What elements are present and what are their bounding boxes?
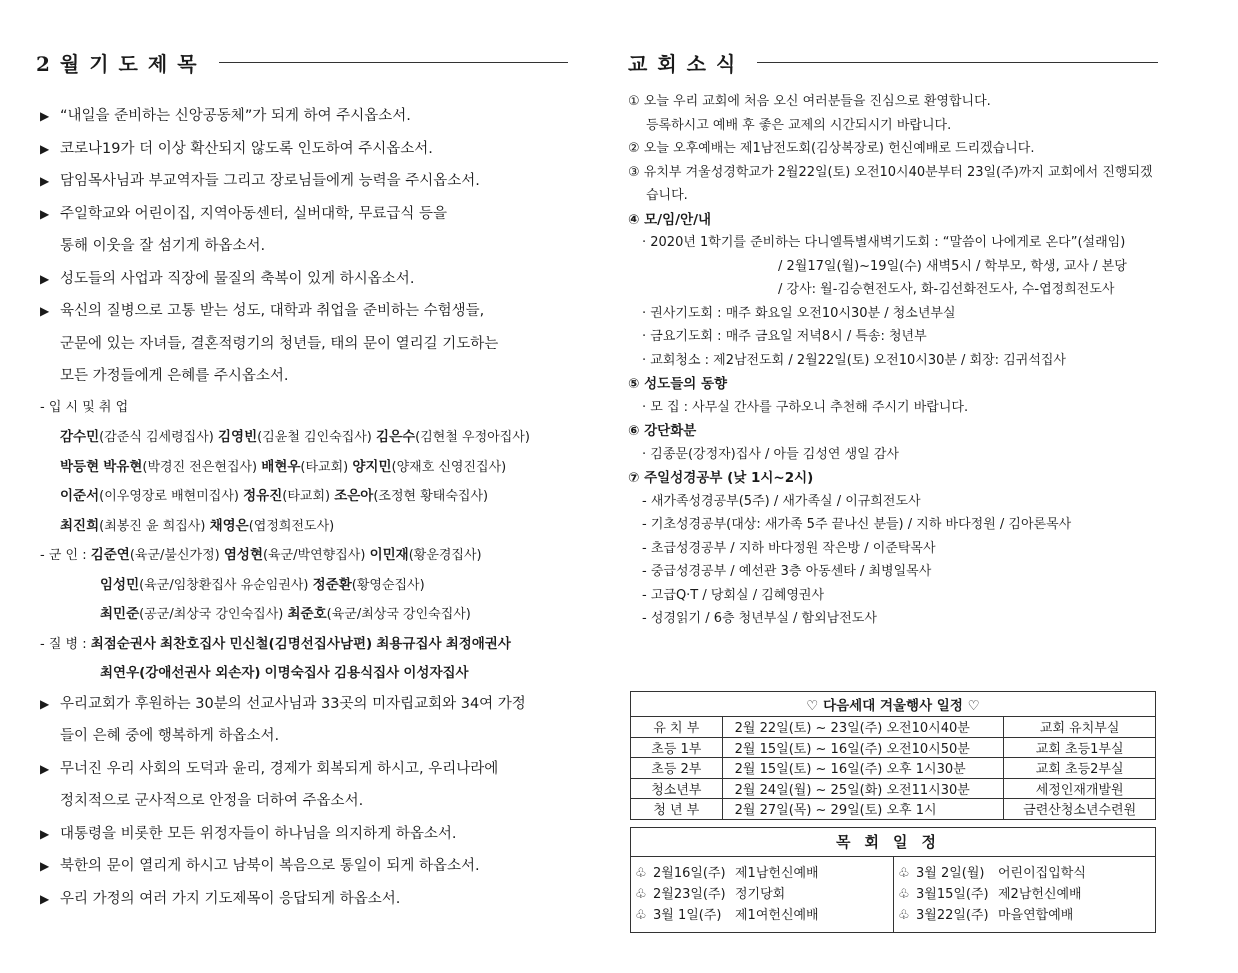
news-line: · 교회청소 : 제2남전도회 / 2월22일(토) 오전10시30분 / 회장: 김귀석집사 xyxy=(642,352,1066,368)
news-line: · 모 집 : 사무실 간사를 구하오니 추천해 주시기 바랍니다. xyxy=(642,399,969,415)
person-name: 염성현 xyxy=(223,547,263,563)
news-line: ① 오늘 우리 교회에 처음 오신 여러분들을 진심으로 환영합니다. xyxy=(628,94,991,109)
person-parents: (양재호 신영진집사) xyxy=(391,459,507,475)
person-parents: (육군/박연향집사) xyxy=(262,548,366,563)
person-name: 채영은 xyxy=(209,517,249,534)
event-department: 유 치 부 xyxy=(631,717,723,738)
event-place: 금련산청소년수련원 xyxy=(1004,799,1156,820)
news-line: · 2020년 1학기를 준비하는 다니엘특별새벽기도회 : “말씀이 나에게로 온다”(설래임) xyxy=(642,235,1126,250)
person-parents: (최봉진 윤 희집사) xyxy=(99,518,206,534)
clover-icon: ♧ xyxy=(898,908,910,923)
table-row xyxy=(631,717,1156,738)
news-line: 습니다. xyxy=(646,188,688,203)
person-name: 최연우(강애선권사 외손자) xyxy=(100,665,261,681)
name-row xyxy=(40,603,568,633)
event-department: 초등 2부 xyxy=(631,758,723,779)
header-rule xyxy=(219,62,568,63)
triangle-bullet-icon: ▶ xyxy=(40,304,50,318)
schedule-event: 마을연합예배 xyxy=(998,908,1074,923)
person-parents: (이우영장로 배현미집사) xyxy=(99,489,239,504)
name-row xyxy=(40,574,568,604)
schedule-date: 3월22일(주) xyxy=(916,908,989,923)
prayer-text: 모든 가정들에게 은혜를 주시옵소서. xyxy=(60,368,289,384)
prayer-item xyxy=(40,757,568,790)
person-name: 정유진 xyxy=(243,488,283,504)
schedule-event: 어린이집입학식 xyxy=(998,866,1086,881)
prayer-text: 성도들의 사업과 직장에 물질의 축복이 있게 하시옵소서. xyxy=(60,270,415,287)
name-row xyxy=(40,515,568,545)
news-line: · 권사기도회 : 매주 화요일 오전10시30분 / 청소년부실 xyxy=(642,305,956,321)
schedule-event: 제1여헌신예배 xyxy=(735,908,819,923)
person-parents: (황운경집사) xyxy=(408,548,482,563)
category-label: - 질 병 : xyxy=(40,636,91,652)
news-line: ④ 모/임/안/내 xyxy=(628,211,712,228)
category-label: - 입 시 및 취 업 xyxy=(40,399,129,415)
person-name: 최민준 xyxy=(100,606,140,622)
table-row xyxy=(631,758,1156,779)
news-header xyxy=(628,48,1158,77)
person-parents: (박경진 전은현집사) xyxy=(142,459,258,475)
person-parents: (엽정희전도사) xyxy=(248,518,335,534)
person-name: 최찬호집사 xyxy=(160,635,226,652)
triangle-bullet-icon: ▶ xyxy=(40,271,50,286)
name-row xyxy=(40,456,568,486)
prayer-item xyxy=(40,202,568,235)
person-name: 배현우 xyxy=(261,458,301,475)
person-name: 박등현 xyxy=(60,458,100,475)
pastor-schedule-right xyxy=(893,857,1155,932)
news-line: / 강사: 월-김승현전도사, 화-김선화전도사, 수-엽정희전도사 xyxy=(778,282,1115,297)
prayer-item xyxy=(40,854,568,887)
triangle-bullet-icon: ▶ xyxy=(40,174,50,188)
prayer-item xyxy=(40,724,568,757)
triangle-bullet-icon: ▶ xyxy=(40,141,50,156)
event-place: 교회 유치부실 xyxy=(1004,717,1156,738)
schedule-item xyxy=(898,905,1155,926)
winter-events-table xyxy=(630,691,1156,820)
person-name: 박유현 xyxy=(103,458,143,475)
news-line: - 기초성경공부(대상: 새가족 5주 끝나신 분들) / 지하 바다정원 / 김아론목사 xyxy=(642,517,1072,532)
winter-events-title: ♡ 다음세대 겨울행사 일정 ♡ xyxy=(631,692,1156,717)
schedule-item xyxy=(898,884,1155,905)
prayer-text: 무너진 우리 사회의 도덕과 윤리, 경제가 회복되게 하시고, 우리나라에 xyxy=(60,760,499,777)
prayer-item xyxy=(40,234,568,267)
news-line: ⑦ 주일성경공부 (낮 1시~2시) xyxy=(628,470,814,486)
news-line: ② 오늘 오후예배는 제1남전도회(김상복장로) 헌신예배로 드리겠습니다. xyxy=(628,141,1035,156)
person-name: 김영빈 xyxy=(218,429,258,445)
prayer-text: 군문에 있는 자녀들, 결혼적령기의 청년들, 태의 문이 열리길 기도하는 xyxy=(60,335,499,352)
person-name: 임성민 xyxy=(100,576,140,593)
triangle-bullet-icon: ▶ xyxy=(40,206,50,221)
prayer-text: 담임목사님과 부교역자들 그리고 장로님들에게 능력을 주시옵소서. xyxy=(60,173,480,189)
pastor-schedule-title: 목회일정 xyxy=(631,828,1155,857)
schedule-date: 3월15일(주) xyxy=(916,887,989,902)
person-name: 이성자집사 xyxy=(403,665,469,681)
person-name: 최용규집사 xyxy=(376,635,442,652)
clover-icon: ♧ xyxy=(898,887,910,902)
person-parents: (김현철 우정아집사) xyxy=(415,430,530,445)
person-name: 김은수 xyxy=(376,429,416,445)
name-row xyxy=(40,544,568,574)
event-department: 초등 1부 xyxy=(631,737,723,758)
clover-icon: ♧ xyxy=(635,908,647,923)
prayer-text: 우리 가정의 여러 가지 기도제목이 응답되게 하옵소서. xyxy=(60,890,401,907)
table-row xyxy=(631,799,1156,820)
schedule-date: 2월23일(주) xyxy=(653,887,726,902)
news-line: / 2월17일(월)~19일(수) 새벽5시 / 학부모, 학생, 교사 / 본당 xyxy=(778,258,1127,274)
prayer-text: 정치적으로 군사적으로 안정을 더하여 주옵소서. xyxy=(60,793,364,809)
prayer-text: 들이 은혜 중에 행복하게 하옵소서. xyxy=(60,728,280,744)
clover-icon: ♧ xyxy=(635,866,647,881)
person-name: 감수민 xyxy=(60,429,100,445)
event-place: 교회 초등2부실 xyxy=(1004,758,1156,779)
triangle-bullet-icon: ▶ xyxy=(40,109,50,123)
news-line: · 김종문(강정자)집사 / 아들 김성연 생일 감사 xyxy=(642,446,899,462)
prayer-item xyxy=(40,822,568,855)
triangle-bullet-icon: ▶ xyxy=(40,761,50,776)
person-parents: (타교회) xyxy=(282,489,331,504)
schedule-date: 3월 1일(주) xyxy=(653,908,722,923)
event-department: 청소년부 xyxy=(631,778,723,799)
prayer-item xyxy=(40,332,568,365)
schedule-date: 2월16일(주) xyxy=(653,866,726,881)
name-row xyxy=(40,633,568,663)
event-date: 2월 27일(목) ~ 29일(토) 오후 1시 xyxy=(722,799,1004,820)
news-line: 등록하시고 예배 후 좋은 교제의 시간되시기 바랍니다. xyxy=(646,117,952,133)
pastor-schedule xyxy=(630,827,1156,933)
prayer-item xyxy=(40,104,568,137)
person-parents: (공군/최상국 강인숙집사) xyxy=(139,607,284,622)
news-line: - 초급성경공부 / 지하 바다정원 작은방 / 이준탁목사 xyxy=(642,540,936,556)
prayer-item xyxy=(40,137,568,170)
news-title: 교회소식 xyxy=(628,52,746,76)
person-name: 민신철(김명선집사남편) xyxy=(229,635,373,652)
prayer-text: 코로나19가 더 이상 확산되지 않도록 인도하여 주시옵소서. xyxy=(60,140,433,157)
prayer-item xyxy=(40,267,568,300)
person-name: 양지민 xyxy=(352,458,392,475)
person-name: 최준호 xyxy=(287,606,327,622)
schedule-event: 정기당회 xyxy=(735,887,786,902)
prayer-text: 우리교회가 후원하는 30분의 선교사님과 33곳의 미자립교회와 34여 가정 xyxy=(60,695,526,712)
name-row xyxy=(40,426,568,456)
prayer-text: 주일학교와 어린이집, 지역아동센터, 실버대학, 무료급식 등을 xyxy=(60,205,448,222)
event-place: 세정인재개발원 xyxy=(1004,778,1156,799)
triangle-bullet-icon: ▶ xyxy=(40,891,50,906)
prayer-item xyxy=(40,299,568,332)
event-department: 청 년 부 xyxy=(631,799,723,820)
schedule-item xyxy=(635,863,893,884)
person-name: 김용식집사 xyxy=(334,665,400,681)
person-name: 조은아 xyxy=(334,488,374,504)
prayer-header xyxy=(36,48,568,77)
prayer-item xyxy=(40,364,568,397)
schedule-item xyxy=(898,863,1155,884)
triangle-bullet-icon: ▶ xyxy=(40,826,50,841)
pastor-schedule-left xyxy=(631,857,893,932)
prayer-item xyxy=(40,887,568,920)
person-name: 최진희 xyxy=(60,517,100,534)
clover-icon: ♧ xyxy=(898,866,910,881)
prayer-title: 2월기도제목 xyxy=(36,52,207,76)
person-parents: (육군/최상국 강인숙집사) xyxy=(326,607,471,622)
news-line: ③ 유치부 겨울성경학교가 2월22일(토) 오전10시40분부터 23일(주)까지 교회에서 진행되겠 xyxy=(628,164,1153,180)
prayer-list xyxy=(40,104,568,919)
event-date: 2월 15일(토) ~ 16일(주) 오전10시50분 xyxy=(722,737,1004,758)
schedule-event: 제1남헌신예배 xyxy=(735,866,819,881)
prayer-text: “내일을 준비하는 신앙공동체”가 되게 하여 주시옵소서. xyxy=(60,108,411,124)
person-parents: (조정현 황태숙집사) xyxy=(373,489,489,504)
person-name: 이준서 xyxy=(60,488,100,504)
triangle-bullet-icon: ▶ xyxy=(40,859,50,873)
table-row xyxy=(631,778,1156,799)
prayer-item xyxy=(40,789,568,822)
person-name: 이명숙집사 xyxy=(264,665,330,681)
prayer-item xyxy=(40,692,568,725)
news-line: - 새가족성경공부(5주) / 새가족실 / 이규희전도사 xyxy=(642,493,921,509)
prayer-text: 북한의 문이 열리게 하시고 남북이 복음으로 통일이 되게 하옵소서. xyxy=(60,858,480,874)
person-parents: (김윤철 김인숙집사) xyxy=(257,430,372,445)
person-parents: (육군/임창환집사 유순임권사) xyxy=(139,577,309,593)
person-name: 김준연 xyxy=(90,547,130,563)
prayer-text: 육신의 질병으로 고통 받는 성도, 대학과 취업을 준비하는 수험생들, xyxy=(60,303,485,319)
person-name: 최점순권사 xyxy=(90,635,156,652)
person-parents: (육군/불신가정) xyxy=(129,548,220,563)
name-row xyxy=(40,485,568,515)
event-date: 2월 15일(토) ~ 16일(주) 오후 1시30분 xyxy=(722,758,1004,779)
event-place: 교회 초등1부실 xyxy=(1004,737,1156,758)
triangle-bullet-icon: ▶ xyxy=(40,696,50,711)
schedule-date: 3월 2일(월) xyxy=(916,866,985,881)
schedule-item xyxy=(635,905,893,926)
prayer-text: 대통령을 비롯한 모든 위정자들이 하나님을 의지하게 하옵소서. xyxy=(60,825,457,842)
table-row xyxy=(631,737,1156,758)
news-line: ⑤ 성도들의 동향 xyxy=(628,376,728,392)
prayer-text: 통해 이웃을 잘 섬기게 하옵소서. xyxy=(60,238,266,254)
person-parents: (타교회) xyxy=(300,459,349,475)
schedule-item xyxy=(635,884,893,905)
schedule-event: 제2남헌신예배 xyxy=(998,887,1082,902)
news-line: - 고급Q·T / 당회실 / 김혜영권사 xyxy=(642,587,824,603)
clover-icon: ♧ xyxy=(635,887,647,902)
news-line: - 중급성경공부 / 예선관 3층 아동센타 / 최병일목사 xyxy=(642,564,932,579)
person-name: 최정애권사 xyxy=(445,635,511,652)
header-rule xyxy=(757,62,1158,63)
event-date: 2월 22일(토) ~ 23일(주) 오전10시40분 xyxy=(722,717,1004,738)
news-list xyxy=(628,92,1158,633)
category-label: - 군 인 : xyxy=(40,548,91,563)
person-name: 이민재 xyxy=(369,547,409,563)
name-row xyxy=(40,662,568,692)
person-parents: (황영순집사) xyxy=(351,577,425,593)
person-parents: (감준식 김세령집사) xyxy=(99,430,214,445)
news-line: · 금요기도회 : 매주 금요일 저녁8시 / 특송: 청년부 xyxy=(642,329,927,344)
news-line: ⑥ 강단화분 xyxy=(628,423,697,439)
news-line: - 성경읽기 / 6층 청년부실 / 함외남전도사 xyxy=(642,611,877,626)
person-name: 정준환 xyxy=(312,576,352,593)
event-date: 2월 24일(월) ~ 25일(화) 오전11시30분 xyxy=(722,778,1004,799)
prayer-item xyxy=(40,169,568,202)
